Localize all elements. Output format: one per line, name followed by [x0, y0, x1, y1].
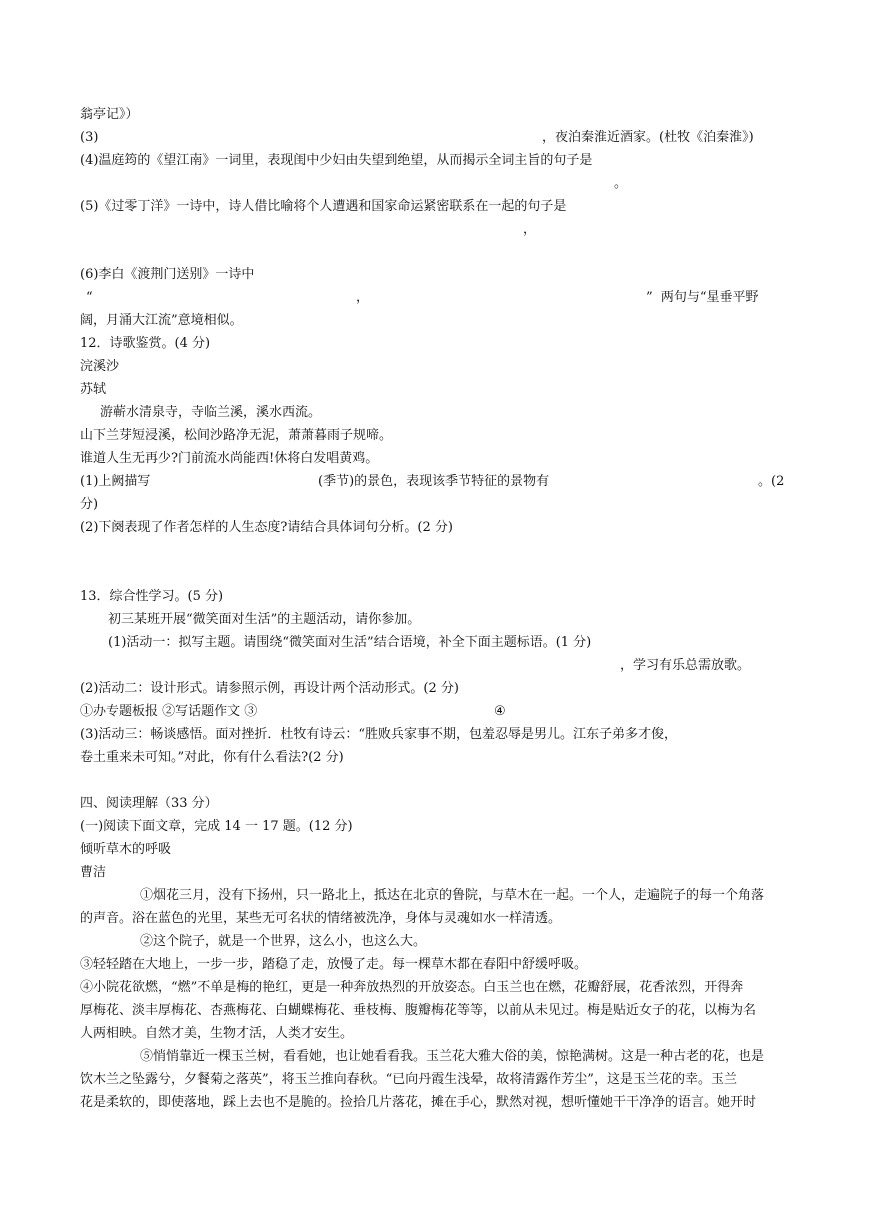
q12-heading: 12．诗歌鉴赏。(4 分) — [80, 336, 211, 351]
q13-activity-3-cont: 卷土重来未可知。”对此，你有什么看法?(2 分) — [80, 750, 344, 765]
article-paragraph-5-cont-2: 花是柔软的，即使落地，踩上去也不是脆的。捡拾几片落花，摊在手心，默然对视，想听懂她干干净净的语言。她开时 — [80, 1095, 757, 1110]
q13-activity-2-blank-4: ④ — [494, 704, 506, 719]
article-paragraph-4-cont-2: 人两相映。自然才美，生物才活，人类才安生。 — [80, 1026, 354, 1041]
q12-poem-title: 浣溪沙 — [80, 359, 120, 374]
q11-item-5-comma: ， — [523, 222, 537, 237]
q11-item-3-text: ，夜泊秦淮近酒家。(杜牧《泊秦淮》) — [542, 130, 754, 145]
article-author: 曹洁 — [80, 865, 107, 880]
article-paragraph-4-cont-1: 厚梅花、淡丰厚梅花、杏燕梅花、白蝴蝶梅花、垂枝梅、腹瓣梅花等等，以前从未见过。梅是贴近女子的花，以梅为名 — [80, 1003, 757, 1018]
article-paragraph-1-cont: 的声音。浴在蓝色的光里，某些无可名状的情绪被洗净，身体与灵魂如水一样清透。 — [80, 911, 562, 926]
article-paragraph-1: ①烟花三月，没有下扬州，只一路北上，抵达在北京的鲁院，与草木在一起。一个人，走遍院子的每一个角落 — [140, 888, 765, 903]
q13-activity-2-examples: ①办专题板报 ②写话题作文 ③ — [80, 704, 258, 719]
q11-item-4-end: 。 — [614, 176, 628, 191]
q13-heading: 13．综合性学习。(5 分) — [80, 589, 224, 604]
q11-item-6-open-quote: “ — [86, 290, 93, 305]
article-paragraph-2: ②这个院子，就是一个世界，这么小，也这么大。 — [140, 934, 427, 949]
q12-poem-line-1: 山下兰芽短浸溪，松间沙路净无泥，萧萧暮雨子规啼。 — [80, 428, 393, 443]
q12-sub-1-text: (季节)的景色，表现该季节特征的景物有 — [318, 474, 550, 489]
q11-line-1: 翁亭记》） — [80, 107, 139, 122]
q11-item-3-label: (3) — [80, 130, 99, 145]
q11-item-6-tail: ” 两句与“星垂平野 — [646, 290, 759, 305]
article-paragraph-5: ⑤悄悄靠近一棵玉兰树，看看她，也让她看看我。玉兰花大雅大俗的美，惊艳满树。这是一种古老的花，也是 — [140, 1049, 765, 1064]
q13-activity-1-slogan: ，学习有乐总需放歌。 — [620, 658, 751, 673]
article-title: 倾听草木的呼吸 — [80, 842, 172, 857]
q12-poem-author: 苏轼 — [80, 382, 107, 397]
q12-poem-preface: 游蕲水清泉寺，寺临兰溪，溪水西流。 — [100, 405, 322, 420]
q11-item-5: (5)《过零丁洋》一诗中，诗人借比喻将个人遭遇和国家命运紧密联系在一起的句子是 — [80, 199, 567, 214]
q11-item-4: (4)温庭筠的《望江南》一词里，表现闺中少妇由失望到绝望，从而揭示全词主旨的句子是 — [80, 153, 593, 168]
q13-activity-2: (2)活动二：设计形式。请参照示例，再设计两个活动形式。(2 分) — [80, 681, 459, 696]
section-4-heading: 四、阅读理解（33 分） — [80, 796, 218, 811]
q11-item-6: (6)李白《渡荆门送别》一诗中 — [80, 267, 255, 282]
q12-sub-1-score: 。(2 — [758, 474, 785, 489]
q11-item-6-comma: ， — [356, 290, 370, 305]
article-paragraph-5-cont-1: 饮木兰之坠露兮，夕餐菊之落英”，将玉兰推向春秋。“已向丹霞生浅晕，故将清露作芳尘”，这是玉兰花的幸。玉兰 — [80, 1072, 737, 1087]
q11-item-6-cont: 阔，月涌大江流”意境相似。 — [80, 313, 243, 328]
q12-sub-1-score-cont: 分) — [80, 497, 99, 512]
article-paragraph-3: ③轻轻踏在大地上，一步一步，踏稳了走，放慢了走。每一棵草木都在春阳中舒缓呼吸。 — [80, 957, 588, 972]
q13-activity-3: (3)活动三：畅谈感悟。面对挫折．杜牧有诗云：“胜败兵家事不期，包羞忍辱是男儿。江东子弟多才俊， — [80, 727, 678, 742]
q13-intro: 初三某班开展“微笑面对生活”的主题活动，请你参加。 — [108, 612, 421, 627]
q12-poem-line-2: 谁道人生无再少?门前流水尚能西!休将白发唱黄鸡。 — [80, 451, 379, 466]
section-4-sub-heading: (一)阅读下面文章，完成 14 一 17 题。(12 分) — [80, 819, 353, 834]
q12-sub-2: (2)下阕表现了作者怎样的人生态度?请结合具体词句分析。(2 分) — [80, 520, 453, 535]
q13-activity-1: (1)活动一：拟写主题。请围绕“微笑面对生活”结合语境，补全下面主题标语。(1 分) — [108, 635, 592, 650]
article-paragraph-4: ④小院花欲燃，“燃”不单是梅的艳红，更是一种奔放热烈的开放姿态。白玉兰也在燃，花瓣舒展，花香浓烈，开得奔 — [80, 980, 744, 995]
q12-sub-1-label: (1)上阙描写 — [80, 474, 151, 489]
